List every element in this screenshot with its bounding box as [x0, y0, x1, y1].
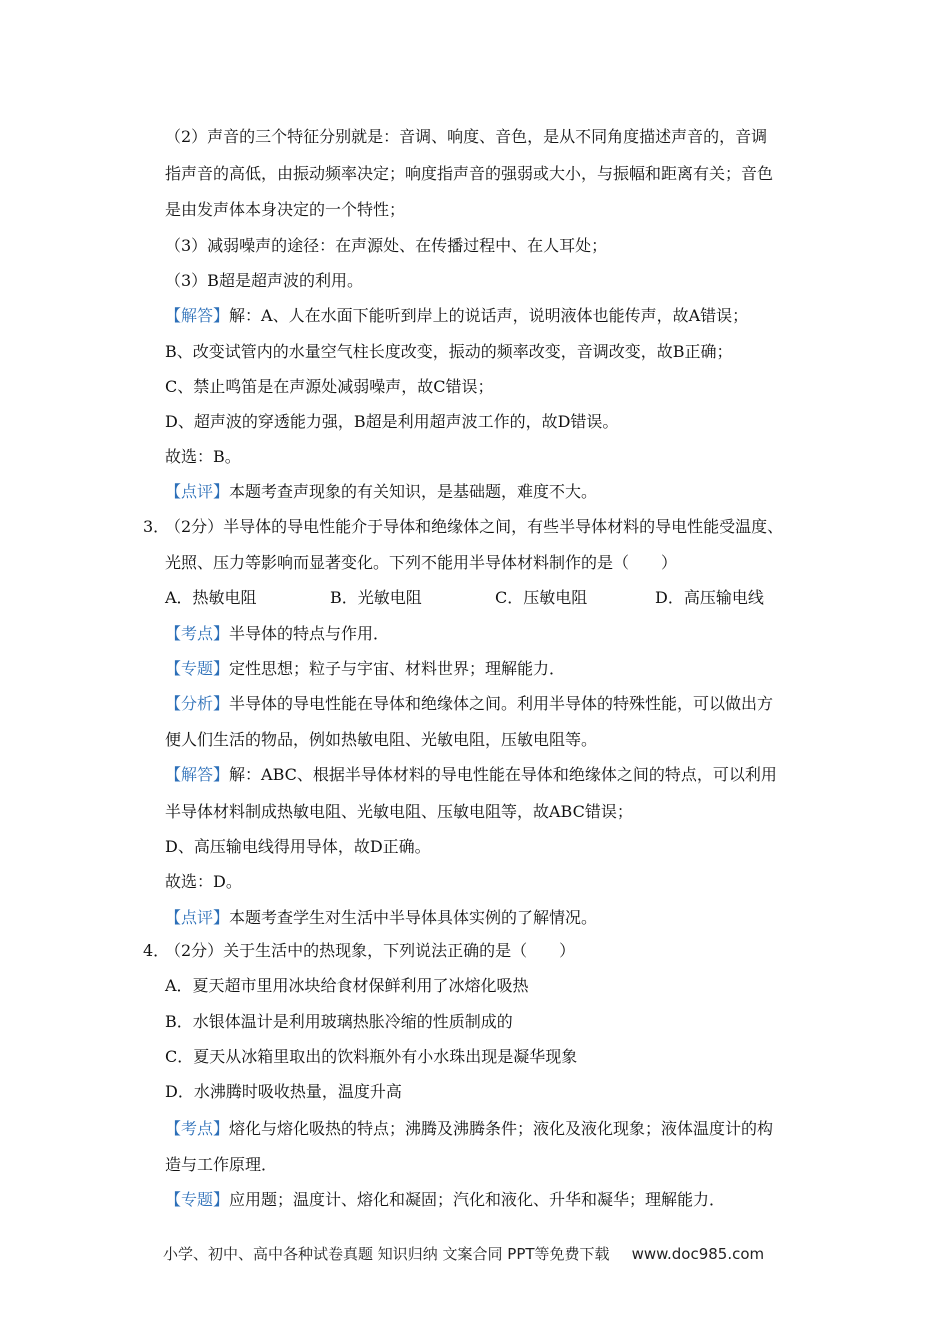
analysis-line: 指声音的高低，由振动频率决定；响度指声音的强弱或大小，与振幅和距离有关；音色 — [165, 164, 774, 183]
answer-choice: 故选：D。 — [165, 872, 242, 891]
kaodian-tag: 【考点】 — [165, 1119, 230, 1138]
footer-url[interactable]: www.doc985.com — [631, 1245, 765, 1263]
dianping-text: 本题考查学生对生活中半导体具体实例的了解情况。 — [229, 908, 598, 927]
comment-tag: 【点评】 — [165, 482, 230, 501]
fenxi-line — [165, 694, 773, 714]
zhuanti-line — [165, 659, 565, 679]
fenxi-tag: 【分析】 — [165, 694, 230, 713]
jieda-tag: 【解答】 — [165, 765, 230, 784]
jieda-line: 半导体材料制成热敏电阻、光敏电阻、压敏电阻等，故ABC错误； — [165, 802, 633, 821]
fenxi-text: 半导体的导电性能在导体和绝缘体之间。利用半导体的特殊性能，可以做出方 — [229, 694, 774, 713]
analysis-line: （3）B超是超声波的利用。 — [165, 271, 363, 290]
option-c: C．夏天从冰箱里取出的饮料瓶外有小水珠出现是凝华现象 — [165, 1047, 578, 1066]
option-c: C．压敏电阻 — [495, 588, 588, 607]
option-b: B．水银体温计是利用玻璃热胀冷缩的性质制成的 — [165, 1012, 513, 1031]
analysis-line: 是由发声体本身决定的一个特性； — [165, 200, 406, 219]
zhuanti-tag: 【专题】 — [165, 1190, 230, 1209]
kaodian-tag: 【考点】 — [165, 624, 230, 643]
dianping-tag: 【点评】 — [165, 908, 230, 927]
option-a: A．夏天超市里用冰块给食材保鲜利用了冰熔化吸热 — [165, 976, 529, 995]
answer-line: C、禁止鸣笛是在声源处减弱噪声，故C错误； — [165, 377, 494, 396]
question-stem: 光照、压力等影响而显著变化。下列不能用半导体材料制作的是（ ） — [165, 553, 678, 572]
zhuanti-text: 应用题；温度计、熔化和凝固；汽化和液化、升华和凝华；理解能力． — [229, 1190, 726, 1209]
kaodian-line — [165, 624, 389, 644]
question-stem: （2分）关于生活中的热现象，下列说法正确的是（ ） — [165, 941, 576, 960]
analysis-line: （3）减弱噪声的途径：在声源处、在传播过程中、在人耳处； — [165, 236, 608, 255]
option-a: A．热敏电阻 — [165, 588, 257, 607]
dianping-line — [165, 908, 597, 928]
answer-text: 解：A、人在水面下能听到岸上的说话声，说明液体也能传声，故A错误； — [229, 306, 749, 325]
jieda-text: 解：ABC、根据半导体材料的导电性能在导体和绝缘体之间的特点，可以利用 — [229, 765, 777, 784]
jieda-line — [165, 765, 777, 785]
comment-text: 本题考查声现象的有关知识，是基础题，难度不大。 — [229, 482, 598, 501]
footer-text: 小学、初中、高中各种试卷真题 知识归纳 文案合同 PPT等免费下载 — [163, 1245, 610, 1263]
answer-line: B、改变试管内的水量空气柱长度改变，振动的频率改变，音调改变，故B正确； — [165, 342, 733, 361]
option-d: D．高压输电线 — [655, 588, 764, 607]
kaodian-text: 熔化与熔化吸热的特点；沸腾及沸腾条件；液化及液化现象；液体温度计的构 — [229, 1119, 774, 1138]
zhuanti-line — [165, 1190, 725, 1210]
page-footer — [163, 1244, 764, 1264]
answer-line — [165, 306, 748, 326]
fenxi-line: 便人们生活的物品，例如热敏电阻、光敏电阻，压敏电阻等。 — [165, 730, 598, 749]
zhuanti-tag: 【专题】 — [165, 659, 230, 678]
kaodian-line: 造与工作原理． — [165, 1155, 278, 1174]
answer-tag: 【解答】 — [165, 306, 230, 325]
question-number: 3． — [143, 517, 170, 536]
answer-line: D、超声波的穿透能力强，B超是利用超声波工作的，故D错误。 — [165, 412, 619, 431]
jieda-line: D、高压输电线得用导体，故D正确。 — [165, 837, 431, 856]
option-d: D．水沸腾时吸收热量，温度升高 — [165, 1082, 402, 1101]
kaodian-line — [165, 1119, 773, 1139]
question-number: 4． — [143, 941, 170, 960]
option-b: B．光敏电阻 — [330, 588, 422, 607]
comment-line — [165, 482, 597, 502]
question-stem: （2分）半导体的导电性能介于导体和绝缘体之间，有些半导体材料的导电性能受温度、 — [165, 517, 784, 536]
answer-choice: 故选：B。 — [165, 447, 241, 466]
zhuanti-text: 定性思想；粒子与宇宙、材料世界；理解能力． — [229, 659, 566, 678]
analysis-line: （2）声音的三个特征分别就是：音调、响度、音色，是从不同角度描述声音的，音调 — [165, 127, 768, 146]
kaodian-text: 半导体的特点与作用． — [229, 624, 390, 643]
